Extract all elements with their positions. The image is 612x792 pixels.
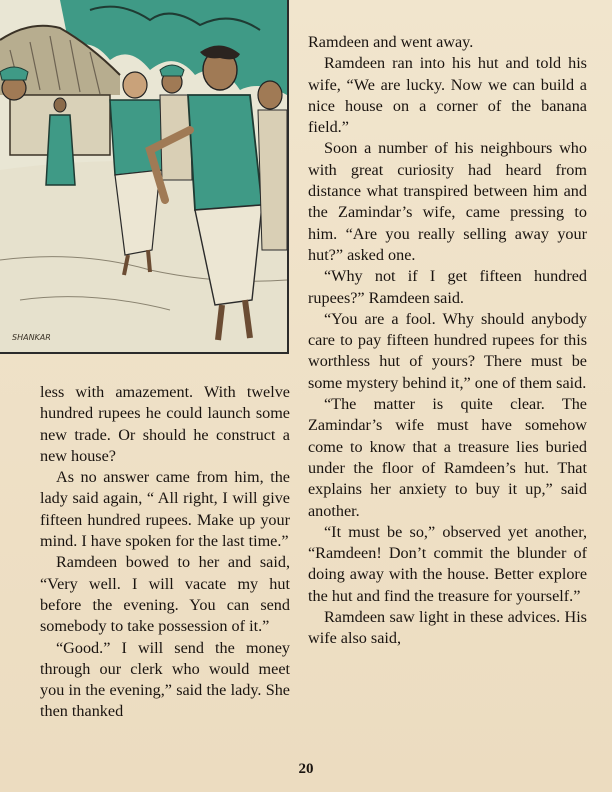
left-column-text	[40, 382, 290, 723]
story-illustration	[0, 0, 289, 354]
paragraph: Ramdeen ran into his hut and told his wife, “We are lucky. Now we can build a nice house on a corner of the banana field.”	[308, 54, 587, 137]
page-number: 20	[298, 761, 314, 777]
paragraph: “The matter is quite clear. The Zamindar’s wife must have somehow come to know that a treasure lies buried under the floor of Ramdeen’s hut. That explains her anxiety to buy it up,” said another.	[308, 395, 587, 520]
paragraph: less with amazement. With twelve hundred rupees he could launch some new trade. Or should he construct a new house?	[40, 383, 290, 465]
paragraph: Ramdeen bowed to her and said, “Very well. I will vacate my hut before the evening. You can send somebody to take possession of it.”	[40, 553, 290, 636]
paragraph: “You are a fool. Why should anybody care to pay fifteen hundred rupees for this worthless hut of yours? There must be some mystery behind it,” one of them said.	[308, 309, 587, 392]
paragraph: “Why not if I get fifteen hundred rupees?” Ramdeen said.	[308, 267, 587, 307]
artist-signature: SHANKAR	[12, 333, 51, 342]
paragraph: As no answer came from him, the lady said again, “ All right, I will give fifteen hundred rupees. Make up your mind. I have spoken for the last time.”	[40, 468, 290, 551]
village-scene-illustration	[0, 0, 287, 352]
paragraph: Ramdeen and went away.	[308, 33, 474, 51]
paragraph: Soon a number of his neighbours who with great curiosity had heard from distance what transpired between him and the Zamindar’s wife, came pressing to him. “Are you really selling away your hut?” asked one.	[308, 139, 587, 264]
paragraph: “Good.” I will send the money through our clerk who would meet you in the evening,” said the lady. She then thanked	[40, 638, 290, 721]
paragraph: “It must be so,” observed yet another, “Ramdeen! Don’t commit the blunder of doing away with the house. Better explore the hut and find the treasure for yourself.”	[308, 522, 587, 605]
paragraph: Ramdeen saw light in these advices. His wife also said,	[308, 608, 587, 648]
right-column-text	[308, 32, 587, 650]
